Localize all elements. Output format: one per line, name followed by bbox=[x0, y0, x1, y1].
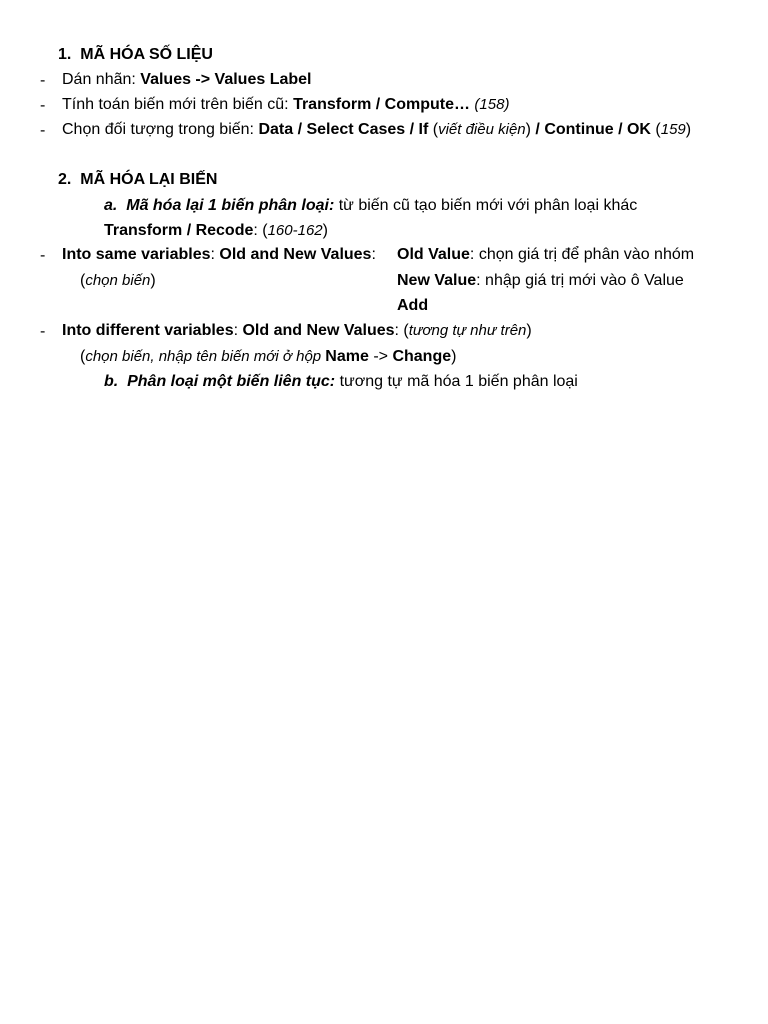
different-variables-item bbox=[62, 321, 532, 341]
section-1-number: 1. bbox=[58, 46, 72, 63]
subsection-b-title: Phân loại một biến liên tục: bbox=[127, 373, 336, 390]
subsection-a bbox=[104, 196, 637, 216]
new-value-text: : nhập giá trị mới vào ô Value bbox=[476, 272, 684, 289]
name-box-label: Name bbox=[325, 348, 369, 365]
different-variables-label: Into different variables bbox=[62, 322, 234, 339]
item-command: Data / Select Cases / If bbox=[258, 121, 429, 138]
subsection-a-title: Mã hóa lại 1 biến phân loại: bbox=[126, 197, 335, 214]
item-text: Chọn đối tượng trong biến: bbox=[62, 121, 259, 138]
subsection-a-path bbox=[104, 221, 328, 241]
bullet-dash: - bbox=[40, 323, 46, 340]
list-item-select-cases bbox=[62, 120, 691, 140]
item-command: Values -> Values Label bbox=[140, 71, 312, 88]
paren: ) bbox=[526, 322, 532, 339]
section-1-heading bbox=[58, 45, 213, 65]
subsection-b bbox=[104, 372, 578, 392]
section-2-number: 2. bbox=[58, 171, 72, 188]
bullet-dash: - bbox=[40, 97, 46, 114]
note-text: chọn biến bbox=[85, 272, 151, 289]
paren: ) bbox=[525, 121, 536, 138]
arrow-text: -> bbox=[368, 348, 393, 365]
item-command: Transform / Compute… bbox=[293, 96, 470, 113]
section-1-title: MÃ HÓA SỐ LIỆU bbox=[80, 46, 213, 63]
new-value-line bbox=[397, 271, 684, 291]
bullet-dash: - bbox=[40, 122, 46, 139]
add-label: Add bbox=[397, 297, 429, 314]
old-value-line bbox=[397, 245, 694, 265]
section-2-title: MÃ HÓA LẠI BIẾN bbox=[80, 171, 218, 188]
recode-path: Transform / Recode bbox=[104, 222, 254, 239]
subsection-a-text: từ biến cũ tạo biến mới với phân loại khác bbox=[334, 197, 638, 214]
page-ref: 159 bbox=[660, 121, 686, 138]
list-item-label bbox=[62, 70, 311, 90]
item-command-2: / Continue / OK bbox=[535, 121, 651, 138]
old-value-text: : chọn giá trị để phân vào nhóm bbox=[469, 246, 695, 263]
old-new-values: Old and New Values bbox=[219, 246, 372, 263]
similar-note: tương tự như trên bbox=[408, 322, 527, 339]
same-variables-label: Into same variables bbox=[62, 246, 211, 263]
page-ref: (158) bbox=[474, 96, 510, 113]
same-variables-note bbox=[80, 271, 156, 291]
item-text: Dán nhãn: bbox=[62, 71, 141, 88]
paren: ) bbox=[150, 272, 156, 289]
subsection-b-marker: b. bbox=[104, 373, 119, 390]
colon: : bbox=[210, 246, 220, 263]
old-value-label: Old Value bbox=[397, 246, 470, 263]
paren: ) bbox=[322, 222, 328, 239]
page-ref: 160-162 bbox=[267, 222, 323, 239]
colon: : bbox=[233, 322, 243, 339]
change-label: Change bbox=[392, 348, 452, 365]
subsection-b-text: tương tự mã hóa 1 biến phân loại bbox=[335, 373, 578, 390]
paren: : ( bbox=[394, 322, 409, 339]
paren: : ( bbox=[253, 222, 268, 239]
new-value-label: New Value bbox=[397, 272, 477, 289]
paren: ( bbox=[80, 348, 86, 365]
subsection-a-marker: a. bbox=[104, 197, 118, 214]
condition-note: viết điều kiện bbox=[438, 121, 526, 138]
paren: ( bbox=[650, 121, 661, 138]
colon: : bbox=[371, 246, 376, 263]
note-text: chọn biến, nhập tên biến mới ở hộp bbox=[85, 348, 326, 365]
paren: ( bbox=[428, 121, 439, 138]
old-new-values: Old and New Values bbox=[242, 322, 395, 339]
section-2-heading bbox=[58, 170, 217, 190]
bullet-dash: - bbox=[40, 72, 46, 89]
different-variables-note bbox=[80, 347, 456, 367]
bullet-dash: - bbox=[40, 247, 46, 264]
paren: ) bbox=[685, 121, 692, 138]
paren: ) bbox=[451, 348, 457, 365]
item-text: Tính toán biến mới trên biến cũ: bbox=[62, 96, 294, 113]
list-item-compute bbox=[62, 95, 509, 115]
paren: ( bbox=[80, 272, 86, 289]
same-variables-item bbox=[62, 245, 376, 265]
